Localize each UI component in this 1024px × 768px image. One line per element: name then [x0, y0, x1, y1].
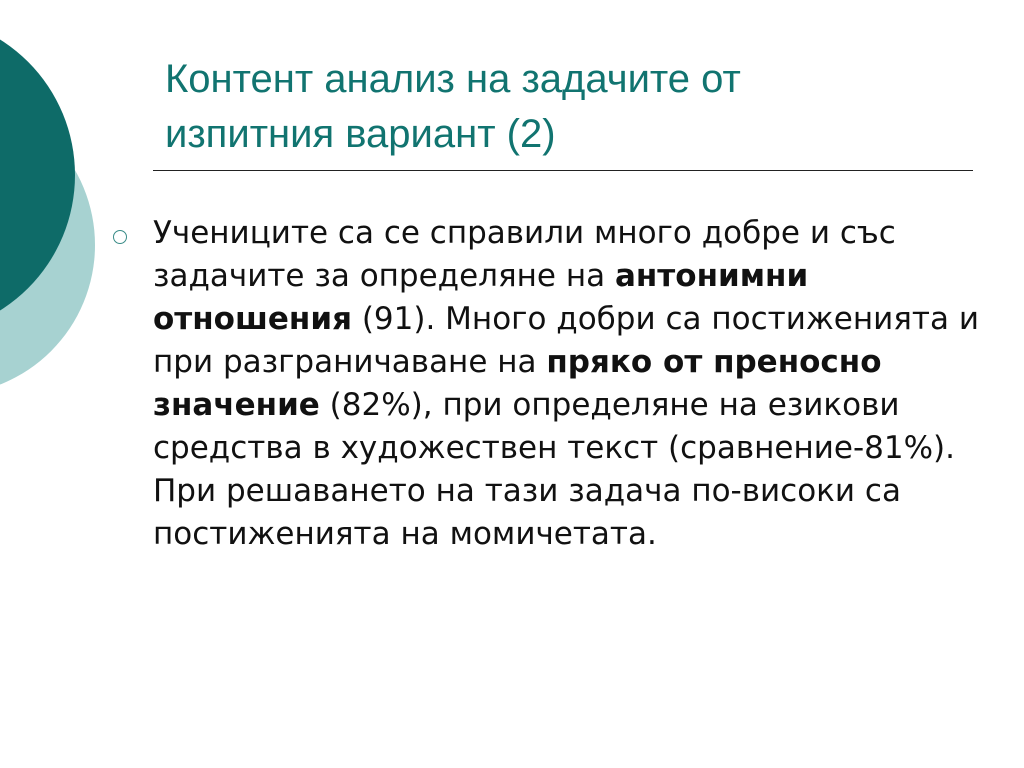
bullet-circle-icon	[113, 230, 127, 244]
title-line-1: Контент анализ на задачите от	[165, 57, 741, 101]
slide-title	[165, 52, 965, 162]
paragraph-text-3: (82%), при определяне на езикови средства в художествен текст (сравнение-81%). При решаването на тази задача по-високи са постиженията на момичетата.	[153, 387, 955, 552]
title-line-2: изпитния вариант (2)	[165, 112, 556, 156]
paragraph-text-2: (91). Много добри са постиженията и при разграничаване на	[153, 301, 979, 380]
paragraph-text-1: Учениците са се справили много добре и със задачите за определяне на	[153, 215, 896, 294]
bold-term-antonyms: антонимни отношения	[153, 258, 809, 337]
title-divider	[153, 170, 973, 171]
bold-term-literal-figurative: пряко от преносно значение	[153, 344, 882, 423]
bullet-paragraph	[153, 212, 983, 556]
